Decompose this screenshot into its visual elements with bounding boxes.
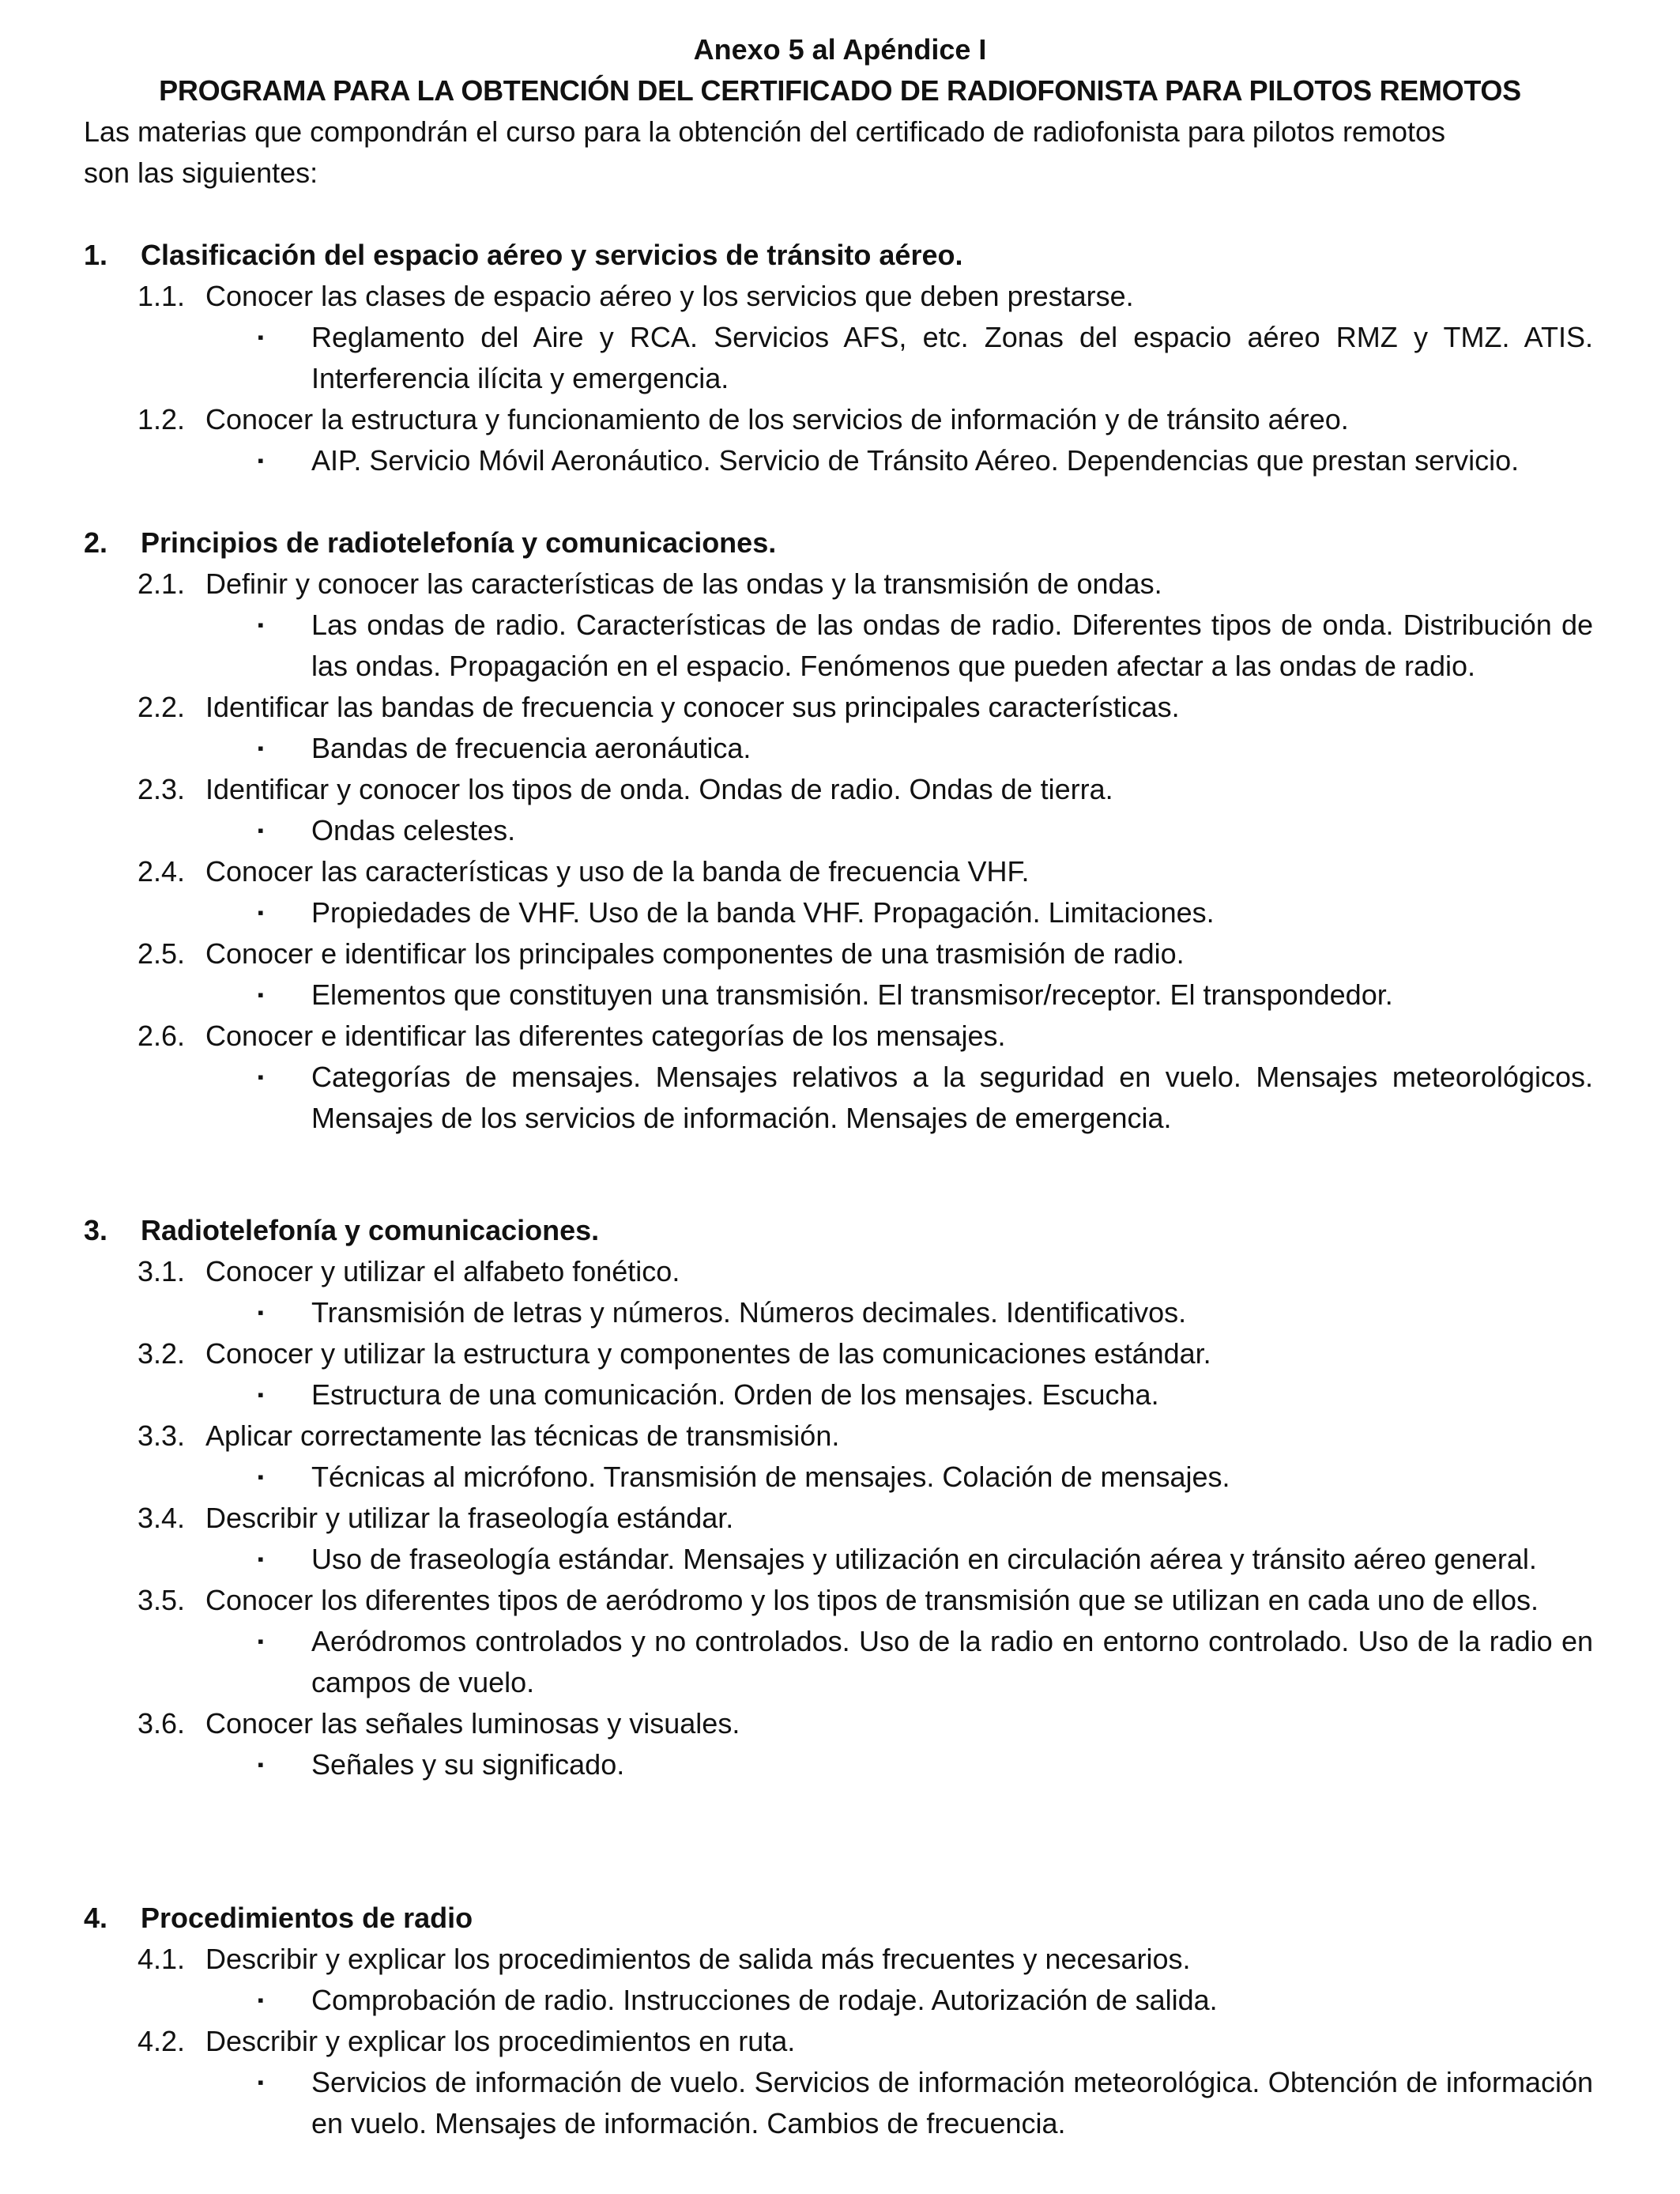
section-title: Clasificación del espacio aéreo y servicios de tránsito aéreo.	[141, 239, 963, 271]
subsection-text: Aplicar correctamente las técnicas de transmisión.	[205, 1419, 840, 1452]
subsection-text: Conocer los diferentes tipos de aeródromo y los tipos de transmisión que se utilizan en cada uno de ellos.	[205, 1584, 1539, 1616]
bullet-text: AIP. Servicio Móvil Aeronáutico. Servicio de Tránsito Aéreo. Dependencias que prestan servicio.	[311, 444, 1520, 477]
bullet-text: Las ondas de radio. Características de las ondas de radio. Diferentes tipos de onda. Distribución de las ondas. Propagación en el espacio. Fenómenos que pueden afectar a las ondas de radio.	[311, 609, 1593, 682]
bullet-text: Técnicas al micrófono. Transmisión de mensajes. Colación de mensajes.	[311, 1461, 1230, 1493]
bullet-text: Ondas celestes.	[311, 814, 516, 846]
subsection-3-5	[137, 1580, 1601, 1621]
square-bullet-icon: ▪	[258, 1549, 264, 1569]
subsection-text: Describir y explicar los procedimientos en ruta.	[205, 2025, 796, 2057]
subsection-2-6	[137, 1016, 1601, 1057]
subsection-2-5	[137, 933, 1601, 974]
subsection-number: 3.2.	[137, 1337, 186, 1370]
subsection-4-2	[137, 2021, 1601, 2062]
section-heading	[84, 235, 1601, 276]
subsection-text: Identificar y conocer los tipos de onda. Ondas de radio. Ondas de tierra.	[205, 773, 1113, 805]
bullet-text: Bandas de frecuencia aeronáutica.	[311, 732, 751, 764]
program-title: PROGRAMA PARA LA OBTENCIÓN DEL CERTIFICADO DE RADIOFONISTA PARA PILOTOS REMOTOS	[159, 74, 1521, 107]
bullet-text: Señales y su significado.	[311, 1748, 625, 1781]
subsection-text: Identificar las bandas de frecuencia y conocer sus principales características.	[205, 691, 1180, 723]
bullet-text: Servicios de información de vuelo. Servicios de información meteorológica. Obtención de información en vuelo. Mensajes de información. Cambios de frecuencia.	[311, 2066, 1593, 2139]
section-number: 2.	[84, 526, 108, 559]
subsection-1-2	[137, 399, 1601, 440]
square-bullet-icon: ▪	[258, 2072, 264, 2092]
section-title: Principios de radiotelefonía y comunicaciones.	[141, 526, 777, 559]
section-number: 4.	[84, 1902, 108, 1934]
subsection-number: 3.1.	[137, 1255, 186, 1287]
bullet-text: Propiedades de VHF. Uso de la banda VHF. Propagación. Limitaciones.	[311, 896, 1215, 929]
section-heading	[84, 522, 1601, 564]
subsection-4-1	[137, 1939, 1601, 1980]
bullet-item	[258, 1980, 1601, 2021]
bullet-item	[258, 1457, 1601, 1498]
bullet-item	[258, 1621, 1601, 1703]
bullet-item	[258, 892, 1601, 933]
square-bullet-icon: ▪	[258, 985, 264, 1005]
annex-title: Anexo 5 al Apéndice I	[693, 33, 987, 66]
subsection-number: 2.3.	[137, 773, 186, 805]
bullet-text: Aeródromos controlados y no controlados. Uso de la radio en entorno controlado. Uso de la radio en campos de vuelo.	[311, 1625, 1593, 1698]
square-bullet-icon: ▪	[258, 1467, 264, 1487]
section-number: 1.	[84, 239, 108, 271]
square-bullet-icon: ▪	[258, 327, 264, 347]
bullet-item	[258, 2062, 1601, 2144]
bullet-item	[258, 605, 1601, 687]
bullet-text: Comprobación de radio. Instrucciones de rodaje. Autorización de salida.	[311, 1984, 1218, 2016]
bullet-item	[258, 1539, 1601, 1580]
square-bullet-icon: ▪	[258, 903, 264, 922]
subsection-text: Conocer y utilizar la estructura y componentes de las comunicaciones estándar.	[205, 1337, 1211, 1370]
subsection-3-4	[137, 1498, 1601, 1539]
bullet-item	[258, 1292, 1601, 1333]
square-bullet-icon: ▪	[258, 450, 264, 470]
square-bullet-icon: ▪	[258, 738, 264, 758]
subsection-number: 2.6.	[137, 1020, 186, 1052]
subsection-number: 1.1.	[137, 280, 186, 312]
subsection-3-3	[137, 1416, 1601, 1457]
subsection-2-1	[137, 564, 1601, 605]
square-bullet-icon: ▪	[258, 1990, 264, 2010]
square-bullet-icon: ▪	[258, 1755, 264, 1774]
subsection-2-3	[137, 769, 1601, 810]
bullet-item	[258, 974, 1601, 1016]
subsection-number: 2.5.	[137, 937, 186, 970]
subsection-1-1	[137, 276, 1601, 317]
bullet-item	[258, 440, 1601, 481]
subsection-text: Conocer las clases de espacio aéreo y los servicios que deben prestarse.	[205, 280, 1134, 312]
subsection-number: 4.1.	[137, 1943, 186, 1975]
square-bullet-icon: ▪	[258, 1385, 264, 1404]
subsection-number: 3.4.	[137, 1502, 186, 1534]
section-heading	[84, 1898, 1601, 1939]
subsection-text: Describir y utilizar la fraseología estándar.	[205, 1502, 734, 1534]
bullet-item	[258, 1744, 1601, 1785]
subsection-3-6	[137, 1703, 1601, 1744]
subsection-text: Conocer las señales luminosas y visuales.	[205, 1707, 740, 1740]
subsection-number: 2.2.	[137, 691, 186, 723]
bullet-item	[258, 810, 1601, 851]
bullet-item	[258, 1057, 1601, 1139]
subsection-number: 2.4.	[137, 855, 186, 888]
section-1	[84, 235, 1601, 481]
subsection-number: 3.5.	[137, 1584, 186, 1616]
section-number: 3.	[84, 1214, 108, 1246]
intro-line: Las materias que compondrán el curso para la obtención del certificado de radiofonista para pilotos remotos	[84, 115, 1445, 148]
bullet-text: Reglamento del Aire y RCA. Servicios AFS, etc. Zonas del espacio aéreo RMZ y TMZ. ATIS. Interferencia ilícita y emergencia.	[311, 321, 1593, 394]
square-bullet-icon: ▪	[258, 1067, 264, 1087]
bullet-text: Transmisión de letras y números. Números decimales. Identificativos.	[311, 1296, 1187, 1329]
subsection-text: Describir y explicar los procedimientos de salida más frecuentes y necesarios.	[205, 1943, 1191, 1975]
bullet-text: Uso de fraseología estándar. Mensajes y utilización en circulación aérea y tránsito aéreo general.	[311, 1543, 1537, 1575]
subsection-number: 3.6.	[137, 1707, 186, 1740]
square-bullet-icon: ▪	[258, 1631, 264, 1651]
subsection-number: 1.2.	[137, 403, 186, 435]
section-4	[84, 1898, 1601, 2144]
bullet-item	[258, 1374, 1601, 1416]
bullet-text: Estructura de una comunicación. Orden de los mensajes. Escucha.	[311, 1378, 1159, 1411]
square-bullet-icon: ▪	[258, 1302, 264, 1322]
section-title: Procedimientos de radio	[141, 1902, 473, 1934]
section-2	[84, 522, 1601, 1139]
section-heading	[84, 1210, 1601, 1251]
bullet-text: Elementos que constituyen una transmisión. El transmisor/receptor. El transpondedor.	[311, 978, 1393, 1011]
subsection-text: Conocer e identificar las diferentes categorías de los mensajes.	[205, 1020, 1006, 1052]
subsection-text: Definir y conocer las características de las ondas y la transmisión de ondas.	[205, 567, 1162, 600]
section-title: Radiotelefonía y comunicaciones.	[141, 1214, 600, 1246]
section-3	[84, 1210, 1601, 1785]
bullet-item	[258, 728, 1601, 769]
square-bullet-icon: ▪	[258, 820, 264, 840]
subsection-text: Conocer la estructura y funcionamiento de los servicios de información y de tránsito aéreo.	[205, 403, 1349, 435]
square-bullet-icon: ▪	[258, 615, 264, 635]
subsection-2-4	[137, 851, 1601, 892]
bullet-text: Categorías de mensajes. Mensajes relativos a la seguridad en vuelo. Mensajes meteorológicos. Mensajes de los servicios de información. Mensajes de emergencia.	[311, 1061, 1593, 1134]
subsection-text: Conocer las características y uso de la banda de frecuencia VHF.	[205, 855, 1030, 888]
subsection-text: Conocer e identificar los principales componentes de una trasmisión de radio.	[205, 937, 1185, 970]
subsection-text: Conocer y utilizar el alfabeto fonético.	[205, 1255, 680, 1287]
subsection-number: 2.1.	[137, 567, 186, 600]
subsection-3-1	[137, 1251, 1601, 1292]
subsection-number: 3.3.	[137, 1419, 186, 1452]
subsection-3-2	[137, 1333, 1601, 1374]
intro-line: son las siguientes:	[84, 156, 318, 189]
intro-paragraph	[84, 111, 1609, 194]
subsection-2-2	[137, 687, 1601, 728]
subsection-number: 4.2.	[137, 2025, 186, 2057]
bullet-item	[258, 317, 1601, 399]
